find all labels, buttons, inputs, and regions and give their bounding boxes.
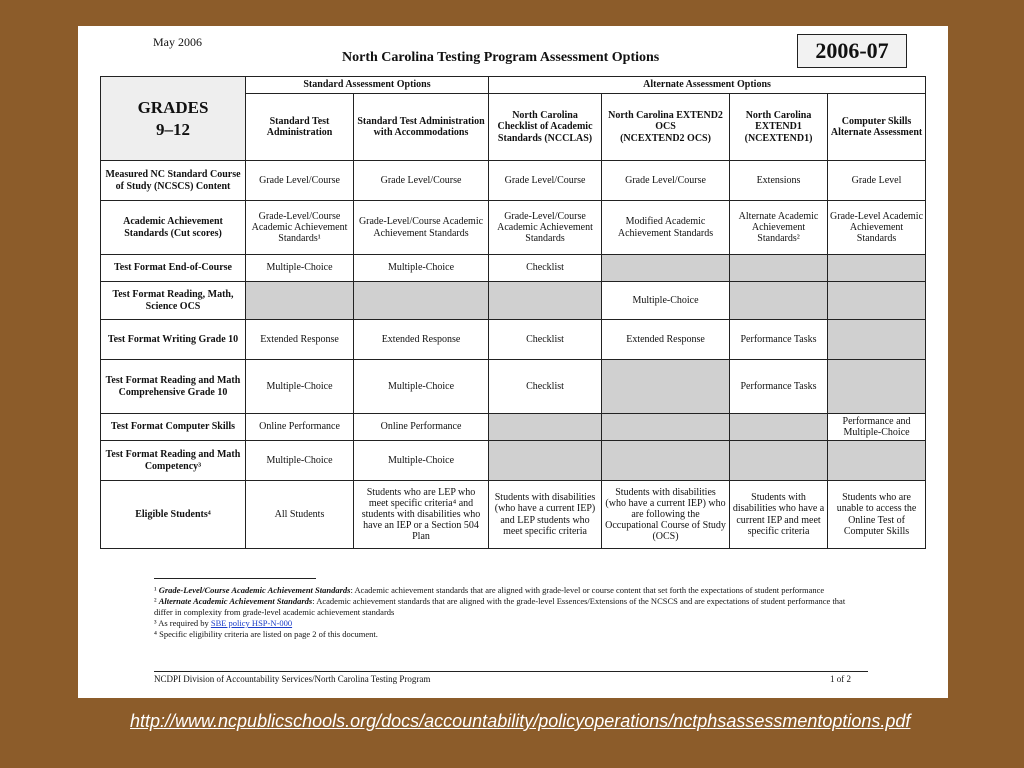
- footnote-text: ⁴ Specific eligibility criteria are listed on page 2 of this document.: [154, 629, 378, 640]
- table-cell: Grade Level/Course: [602, 161, 730, 201]
- row-header: Test Format End-of-Course: [101, 255, 246, 282]
- table-cell: Modified Academic Achievement Standards: [602, 201, 730, 255]
- row-header: Test Format Reading, Math, Science OCS: [101, 282, 246, 320]
- table-cell: Students who are unable to access the Online Test of Computer Skills: [828, 481, 926, 549]
- empty-cell: [828, 282, 926, 320]
- footnote-3: [154, 618, 854, 629]
- col-extend1-abbr: (NCEXTEND1): [744, 132, 813, 144]
- standard-options-header: Standard Assessment Options: [246, 77, 489, 94]
- empty-cell: [602, 414, 730, 441]
- footnote-1: [154, 585, 854, 596]
- row-header: Test Format Reading and Math Comprehensive Grade 10: [101, 360, 246, 414]
- col-ncclas: North Carolina Checklist of Academic Standards (NCCLAS): [489, 94, 602, 161]
- table-cell: All Students: [246, 481, 354, 549]
- school-year-box: 2006-07: [797, 34, 907, 68]
- table-cell: Performance Tasks: [730, 320, 828, 360]
- empty-cell: [730, 282, 828, 320]
- footnote-term: Alternate Academic Achievement Standards: [158, 596, 313, 607]
- table-cell: Extended Response: [354, 320, 489, 360]
- table-cell: Grade-Level/Course Academic Achievement Standards: [489, 201, 602, 255]
- table-group-header-row: [101, 77, 926, 94]
- footnote-text: : Academic achievement standards that are aligned with grade-level or course content that set forth the expectations of student performance: [350, 585, 825, 595]
- table-cell: Multiple-Choice: [354, 441, 489, 481]
- footnote-text: ³ As required by: [154, 618, 211, 629]
- page-number: 1 of 2: [830, 674, 851, 684]
- table-cell: Online Performance: [354, 414, 489, 441]
- col-extend2-name: North Carolina EXTEND2 OCS: [608, 110, 723, 133]
- empty-cell: [730, 414, 828, 441]
- footnote-divider: [154, 578, 316, 579]
- table-cell: Extended Response: [602, 320, 730, 360]
- empty-cell: [489, 282, 602, 320]
- table-row: [101, 360, 926, 414]
- row-header: Test Format Computer Skills: [101, 414, 246, 441]
- footnote-term: Grade-Level/Course Academic Achievement Standards: [158, 585, 351, 595]
- table-cell: Grade-Level Academic Achievement Standards: [828, 201, 926, 255]
- empty-cell: [489, 414, 602, 441]
- table-row: [101, 161, 926, 201]
- table-cell: Multiple-Choice: [246, 441, 354, 481]
- table-cell: Multiple-Choice: [246, 255, 354, 282]
- sbe-policy-link[interactable]: SBE policy HSP-N-000: [210, 618, 293, 629]
- table-cell: Grade Level/Course: [489, 161, 602, 201]
- col-extend1: [730, 94, 828, 161]
- empty-cell: [828, 255, 926, 282]
- table-cell: Multiple-Choice: [246, 360, 354, 414]
- document-title: North Carolina Testing Program Assessment Options: [342, 50, 660, 65]
- table-cell: Checklist: [489, 360, 602, 414]
- empty-cell: [828, 441, 926, 481]
- table-row: [101, 441, 926, 481]
- footer-organization: NCDPI Division of Accountability Services/North Carolina Testing Program: [154, 674, 431, 684]
- table-cell: Alternate Academic Achievement Standards²: [730, 201, 828, 255]
- table-row: [101, 320, 926, 360]
- table-row: [101, 282, 926, 320]
- table-cell: Extended Response: [246, 320, 354, 360]
- table-cell: Performance Tasks: [730, 360, 828, 414]
- empty-cell: [489, 441, 602, 481]
- document-page: [78, 26, 948, 698]
- alternate-options-header: Alternate Assessment Options: [489, 77, 926, 94]
- col-extend1-name: North Carolina EXTEND1: [745, 110, 812, 133]
- row-header: Eligible Students⁴: [101, 481, 246, 549]
- footnote-mark: ²: [154, 596, 157, 607]
- empty-cell: [828, 360, 926, 414]
- grades-range: 9–12: [156, 119, 190, 139]
- col-computer-skills-alt: Computer Skills Alternate Assessment: [828, 94, 926, 161]
- col-standard-accommodations: Standard Test Administration with Accommodations: [354, 94, 489, 161]
- grades-label: GRADES: [137, 98, 209, 118]
- table-cell: Checklist: [489, 255, 602, 282]
- table-cell: Online Performance: [246, 414, 354, 441]
- col-extend2: [602, 94, 730, 161]
- empty-cell: [602, 255, 730, 282]
- footnotes: [154, 585, 854, 640]
- document-date: May 2006: [153, 35, 202, 49]
- grades-header: [101, 77, 246, 161]
- footer-divider: [154, 671, 868, 672]
- table-cell: Grade Level/Course: [354, 161, 489, 201]
- assessment-options-table: [100, 76, 926, 549]
- table-cell: Extensions: [730, 161, 828, 201]
- footnote-2: [154, 596, 854, 618]
- empty-cell: [246, 282, 354, 320]
- table-cell: Grade-Level/Course Academic Achievement Standards¹: [246, 201, 354, 255]
- table-row: [101, 201, 926, 255]
- table-cell: Checklist: [489, 320, 602, 360]
- footnote-mark: ¹: [154, 585, 157, 595]
- footnote-4: [154, 629, 854, 640]
- table-cell: Multiple-Choice: [602, 282, 730, 320]
- table-row: [101, 481, 926, 549]
- empty-cell: [828, 320, 926, 360]
- footnote-text: : Academic achievement standards that are aligned with the grade-level Essences/Extensions of the NCSCS and are expectations of student performance that differ in complexity from grade-level academic achievement standards: [154, 596, 846, 618]
- table-cell: Multiple-Choice: [354, 360, 489, 414]
- col-extend2-abbr: (NCEXTEND2 OCS): [620, 132, 711, 144]
- row-header: Academic Achievement Standards (Cut scores): [101, 201, 246, 255]
- empty-cell: [730, 441, 828, 481]
- row-header: Measured NC Standard Course of Study (NCSCS) Content: [101, 161, 246, 201]
- table-cell: Multiple-Choice: [354, 255, 489, 282]
- table-cell: Grade-Level/Course Academic Achievement Standards: [354, 201, 489, 255]
- table-cell: Performance and Multiple-Choice: [828, 414, 926, 441]
- source-url-link[interactable]: http://www.ncpublicschools.org/docs/accountability/policyoperations/nctphsassessmentoptions.pdf: [130, 711, 911, 731]
- empty-cell: [602, 360, 730, 414]
- table-cell: Grade Level: [828, 161, 926, 201]
- empty-cell: [602, 441, 730, 481]
- table-cell: Students with disabilities who have a current IEP and meet specific criteria: [730, 481, 828, 549]
- table-row: [101, 414, 926, 441]
- table-cell: Grade Level/Course: [246, 161, 354, 201]
- empty-cell: [354, 282, 489, 320]
- table-cell: Students who are LEP who meet specific criteria⁴ and students with disabilities who have an IEP or a Section 504 Plan: [354, 481, 489, 549]
- row-header: Test Format Writing Grade 10: [101, 320, 246, 360]
- col-standard-test: Standard Test Administration: [246, 94, 354, 161]
- table-row: [101, 255, 926, 282]
- table-cell: Students with disabilities (who have a current IEP) and LEP students who meet specific criteria: [489, 481, 602, 549]
- row-header: Test Format Reading and Math Competency³: [101, 441, 246, 481]
- table-cell: Students with disabilities (who have a current IEP) who are following the Occupational Course of Study (OCS): [602, 481, 730, 549]
- empty-cell: [730, 255, 828, 282]
